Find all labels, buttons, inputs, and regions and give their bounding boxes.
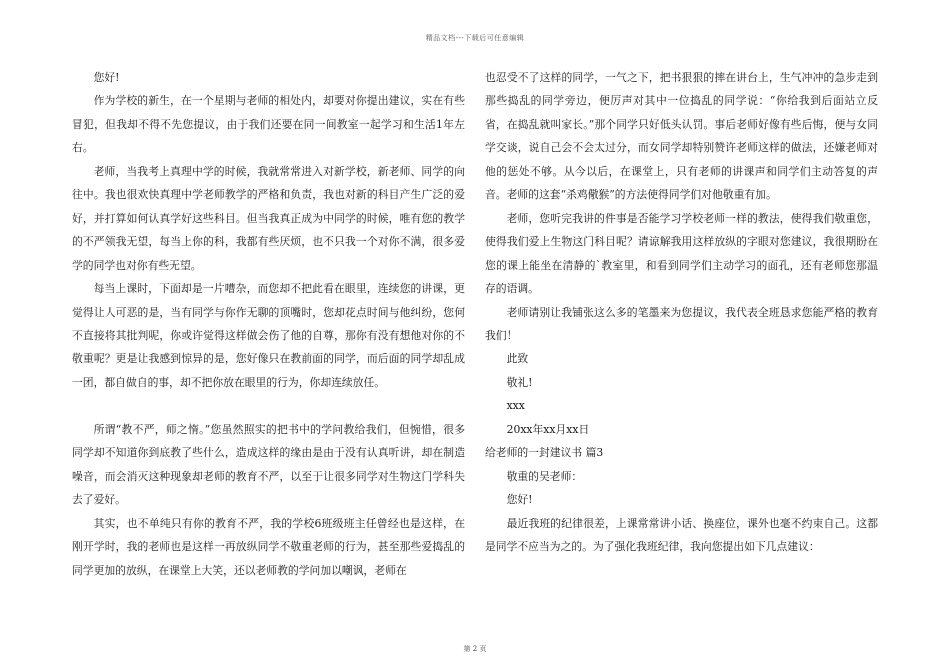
- paragraph: 最近我班的纪律很差，上课常常讲小话、换座位，课外也毫不约束自己。这都是同学不应当为之的。为了强化我班纪律，我向您提出如下几点建议：: [485, 516, 878, 554]
- paragraph: 您好!: [506, 493, 533, 507]
- paragraph: 给老师的一封建议书 篇3: [485, 446, 604, 460]
- paragraph: 老师请别让我铺张这么多的笔墨来为您提议，我代表全班恳求您能严格的教育我们！: [485, 305, 878, 342]
- paragraph: 敬礼!: [506, 375, 533, 389]
- paragraph: xxx: [506, 399, 525, 413]
- blank-line: [72, 394, 465, 417]
- right-column: [485, 66, 878, 559]
- paragraph: 其实，也不单纯只有你的教育不严，我的学校6班级班主任曾经也是这样，在刚开学时，我的老师也是这样一再放纵同学不敬重老师的行为，甚至那些爱捣乱的同学更加的放纵，在课堂上大笑，还以老师教的学问加以嘲讽，老师在: [72, 516, 465, 577]
- paragraph: 您好!: [93, 71, 120, 84]
- paragraph: 作为学校的新生，在一个星期与老师的相处内，却要对你提出建议，实在有些冒犯，但我却不得不先您提议，由于我们还要在同一间教室一起学习和生活1年左右。: [72, 94, 465, 155]
- paragraph: 每当上课时，下面却是一片嘈杂，而您却不把此看在眼里，连续您的讲课，更觉得让人可恶的是，当有同学与你作无聊的顶嘴时，您却花点时间与他纠纷，您何不直接将其批判呢，你或许觉得这样做会伤了他的自尊，那你有没有想他对你的不敬重呢？更是让我感到惊异的是，您好像只在教前面的同学，而后面的同学却乱成一团，都自做自的事，却不把你放在眼里的行为，你却连续放任。: [72, 282, 465, 389]
- paragraph: 敬重的吴老师：: [506, 469, 583, 483]
- paragraph: 此致: [506, 352, 529, 366]
- paragraph: 也忍受不了这样的同学，一气之下，把书狠狠的摔在讲台上，生气冲冲的急步走到那些捣乱的同学旁边，便厉声对其中一位捣乱的同学说：“你给我到后面站立反省，在捣乱就叫家长。”那个同学只好低头认罚。事后老师好像有些后悔，便与女同学交谈，说自己会不会太过分，而女同学却特别赞许老师这样的做法，还嫌老师对他的惩处不够。从今以后，在课堂上，只有老师的讲课声和同学们主动答复的声音。老师的这套“杀鸡儆猴”的方法使得同学们对他敬重有加。: [485, 71, 878, 202]
- page-number: 第 2 页: [463, 645, 487, 653]
- paragraph: 老师，当我考上真理中学的时候，我就常常进入对新学校，新老师、同学的向往中。我也很欢快真理中学老师教学的严格和负责，我也对新的科目产生广泛的爱好，并打算如何认真学好这些科目。但当我真正成为中同学的时候，唯有您的教学的不严领我无望，每当上你的科，我都有些厌烦，也不只我一个对你不满，很多爱学的同学也对你有些无望。: [72, 164, 465, 272]
- left-column: [72, 66, 465, 582]
- paragraph: 老师，您听完我讲的件事是否能学习学校老师一样的教法，使得我们敬重您，使得我们爱上生物这门科目呢？请谅解我用这样放纵的字眼对您建议，我很期盼在您的课上能坐在清静的`教室里，和看到同学们主动学习的面孔，还有老师您那温存的语调。: [485, 211, 878, 296]
- page-header: 精品文档---下载后可任意编辑: [425, 34, 525, 42]
- paragraph: 20xx年xx月xx日: [506, 422, 590, 436]
- paragraph: 所谓“教不严，师之惰。”您虽然照实的把书中的学问教给我们，但惋惜，很多同学却不知道你到底教了些什么，造成这样的缘由是由于没有认真听讲，却在制造噪音，而会消灭这种现象却老师的教育不严，以至于让很多同学对生物这门学科失去了爱好。: [72, 422, 465, 507]
